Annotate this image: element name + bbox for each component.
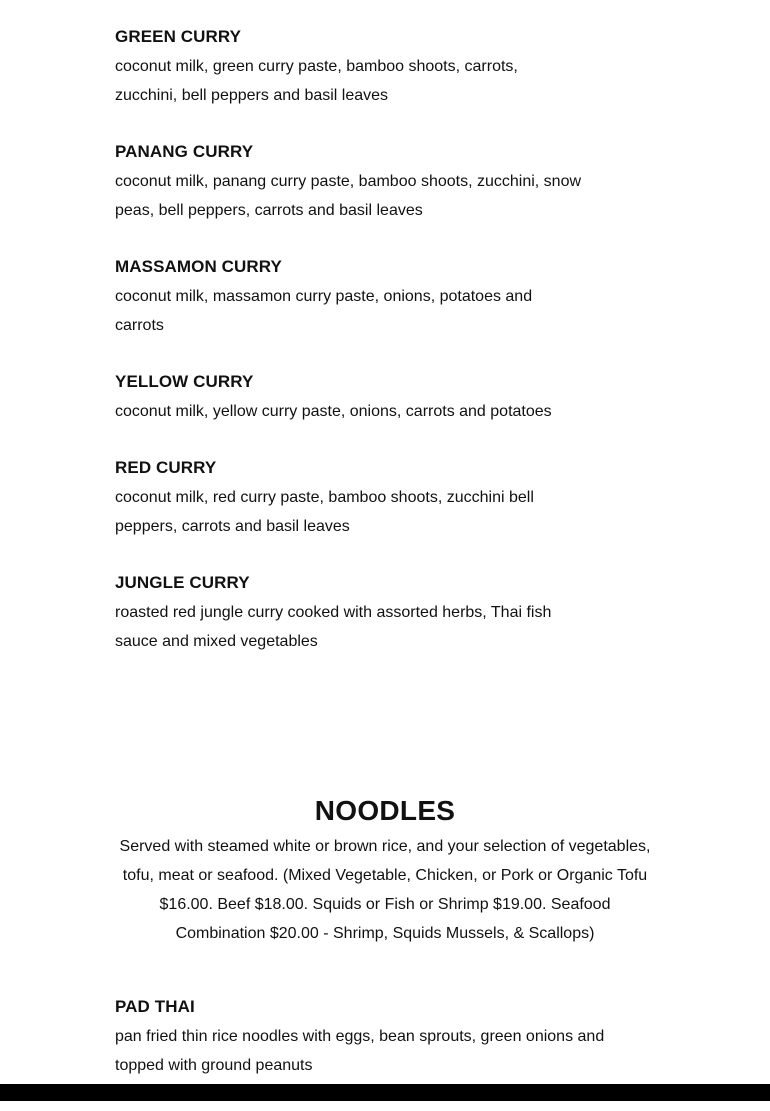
menu-item-description: roasted red jungle curry cooked with assorted herbs, Thai fish sauce and mixed vegetables <box>115 604 552 650</box>
menu-item-red-curry <box>115 457 655 541</box>
menu-item-yellow-curry <box>115 371 655 426</box>
menu-item-panang-curry <box>115 141 655 225</box>
menu-item-description: coconut milk, panang curry paste, bamboo shoots, zucchini, snow peas, bell peppers, carrots and basil leaves <box>115 173 582 219</box>
menu-item-description: coconut milk, red curry paste, bamboo shoots, zucchini bell peppers, carrots and basil leaves <box>115 489 534 535</box>
section-title: NOODLES <box>314 795 456 826</box>
menu-item-pad-thai <box>115 996 655 1080</box>
menu-item-description: coconut milk, green curry paste, bamboo shoots, carrots, zucchini, bell peppers and basil leaves <box>115 58 518 104</box>
curry-menu-list <box>115 26 655 687</box>
menu-item-name: PAD THAI <box>115 997 195 1016</box>
menu-item-name: RED CURRY <box>115 458 217 477</box>
menu-item-massamon-curry <box>115 256 655 340</box>
menu-item-description: pan fried thin rice noodles with eggs, bean sprouts, green onions and topped with ground peanuts <box>115 1028 605 1074</box>
menu-item-jungle-curry <box>115 572 655 656</box>
menu-item-green-curry <box>115 26 655 110</box>
menu-item-name: JUNGLE CURRY <box>115 573 250 592</box>
noodles-section-header <box>115 794 655 948</box>
menu-item-description: coconut milk, yellow curry paste, onions, carrots and potatoes <box>115 403 552 420</box>
menu-item-description: coconut milk, massamon curry paste, onions, potatoes and carrots <box>115 288 533 334</box>
bottom-bar <box>0 1084 770 1101</box>
section-description: Served with steamed white or brown rice, and your selection of vegetables, tofu, meat or seafood. (Mixed Vegetable, Chicken, or Pork or Organic Tofu $16.00. Beef $18.00. Squids or Fish or Shrimp $19.00. Seafood Combination $20.00 - Shrimp, Squids Mussels, & Scallops) <box>119 838 651 942</box>
menu-item-name: MASSAMON CURRY <box>115 257 282 276</box>
menu-item-name: PANANG CURRY <box>115 142 254 161</box>
menu-item-name: YELLOW CURRY <box>115 372 254 391</box>
menu-item-name: GREEN CURRY <box>115 27 242 46</box>
